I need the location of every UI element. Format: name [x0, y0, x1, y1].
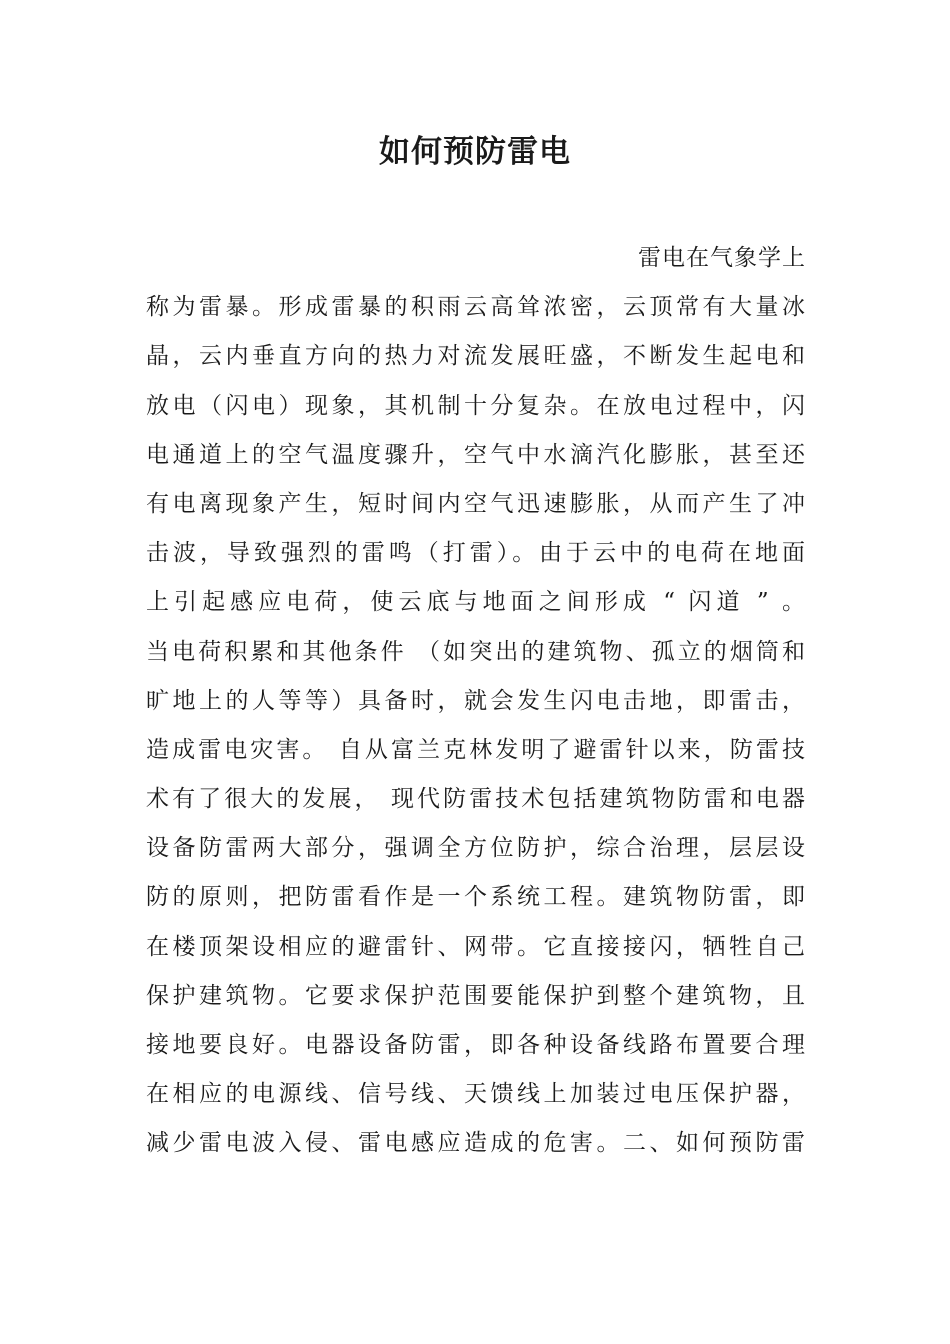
page-title: 如何预防雷电: [379, 134, 571, 170]
paragraph-line-13: 设备防雷两大部分，强调全方位防护，综合治理，层层设: [146, 835, 806, 862]
paragraph-line-16: 保护建筑物。它要求保护范围要能保护到整个建筑物，且: [146, 982, 806, 1009]
body-text: [146, 234, 806, 1169]
paragraph-line-7: 击波，导致强烈的雷鸣（打雷）。由于云中的电荷在地面: [146, 540, 806, 567]
paragraph-line-17: 接地要良好。电器设备防雷，即各种设备线路布置要合理: [146, 1032, 806, 1058]
paragraph-line-8: 上引起感应电荷，使云底与地面之间形成 “ 闪道 ” 。: [146, 589, 806, 616]
paragraph-line-18: 在相应的电源线、信号线、天馈线上加装过电压保护器，: [146, 1081, 806, 1108]
paragraph-line-9: 当电荷积累和其他条件 （如突出的建筑物、孤立的烟筒和: [146, 638, 806, 665]
paragraph-line-11: 造成雷电灾害。 自从富兰克林发明了避雷针以来，防雷技: [146, 736, 806, 763]
paragraph-line-4: 放电（闪电）现象，其机制十分复杂。在放电过程中，闪: [146, 392, 806, 419]
paragraph-line-3: 晶，云内垂直方向的热力对流发展旺盛，不断发生起电和: [146, 343, 806, 370]
paragraph-line-12: 术有了很大的发展， 现代防雷技术包括建筑物防雷和电器: [146, 786, 806, 813]
paragraph-line-15: 在楼顶架设相应的避雷针、网带。它直接接闪，牺牲自己: [146, 933, 806, 960]
paragraph-line-10: 旷地上的人等等）具备时，就会发生闪电击地，即雷击，: [146, 687, 806, 714]
paragraph-line-19: 减少雷电波入侵、雷电感应造成的危害。二、如何预防雷: [146, 1130, 806, 1157]
paragraph-line-14: 防的原则，把防雷看作是一个系统工程。建筑物防雷，即: [146, 884, 806, 911]
paragraph-line-5: 电通道上的空气温度骤升，空气中水滴汽化膨胀，甚至还: [146, 441, 806, 468]
paragraph-line-6: 有电离现象产生，短时间内空气迅速膨胀，从而产生了冲: [146, 490, 806, 517]
paragraph-line-2: 称为雷暴。形成雷暴的积雨云高耸浓密，云顶常有大量冰: [146, 294, 806, 321]
paragraph-line-1: 雷电在气象学上: [638, 245, 806, 271]
